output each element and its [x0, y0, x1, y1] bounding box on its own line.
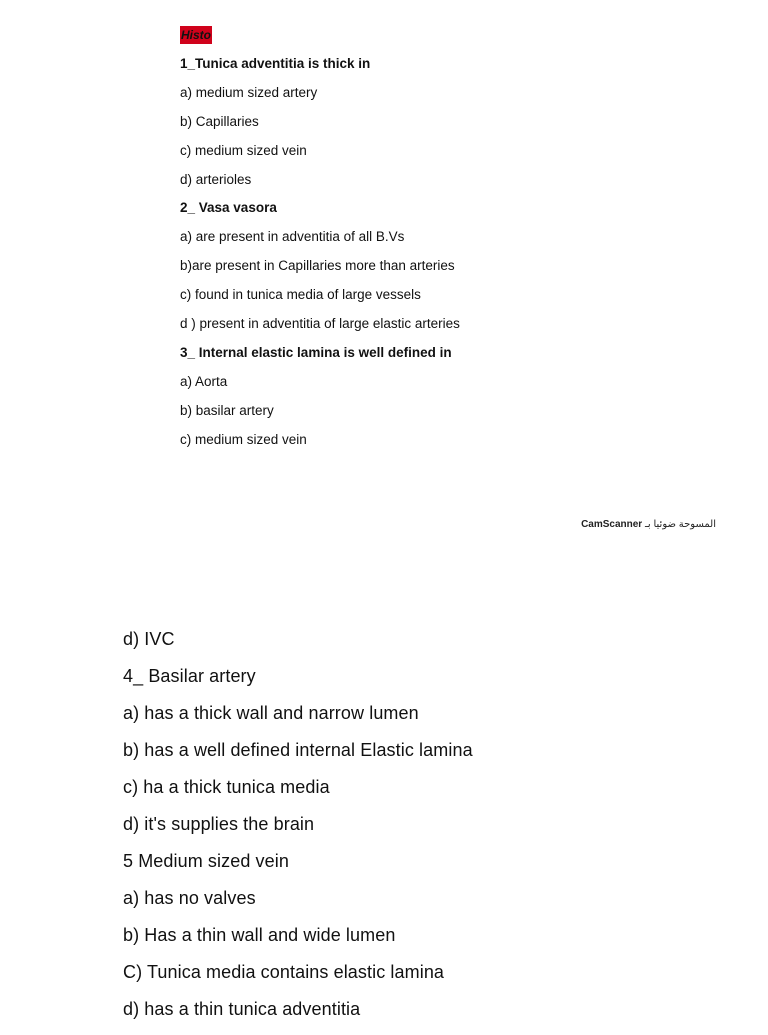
- question-3-option-b: b) basilar artery: [180, 402, 274, 418]
- camscanner-watermark: [581, 519, 716, 530]
- question-4-option-d: d) it's supplies the brain: [123, 814, 315, 834]
- watermark-arabic: المسوحة ضوئيا بـ: [644, 519, 716, 530]
- question-1-option-c: c) medium sized vein: [180, 142, 307, 158]
- question-1-option-a: a) medium sized artery: [180, 84, 318, 100]
- question-4-option-b: b) has a well defined internal Elastic lamina: [123, 740, 473, 760]
- question-5: 5 Medium sized vein: [123, 851, 289, 871]
- question-5-option-b: b) Has a thin wall and wide lumen: [123, 925, 396, 945]
- question-3-option-c: c) medium sized vein: [180, 431, 307, 447]
- question-2-option-c: c) found in tunica media of large vessels: [180, 287, 421, 303]
- page-title: Histo: [181, 28, 211, 42]
- question-4-option-a: a) has a thick wall and narrow lumen: [123, 703, 419, 723]
- question-4-option-c: c) ha a thick tunica media: [123, 777, 330, 797]
- question-3-option-a: a) Aorta: [180, 373, 228, 389]
- question-2-option-d: d ) present in adventitia of large elastic arteries: [180, 316, 460, 332]
- question-5-option-d: d) has a thin tunica adventitia: [123, 999, 361, 1019]
- question-2-option-b: b)are present in Capillaries more than arteries: [180, 258, 455, 274]
- question-1: 1_Tunica adventitia is thick in: [180, 56, 371, 71]
- question-3-option-d: d) IVC: [123, 629, 175, 649]
- question-4: 4_ Basilar artery: [123, 666, 256, 686]
- question-1-option-b: b) Capillaries: [180, 113, 259, 129]
- question-1-option-d: d) arterioles: [180, 171, 252, 187]
- question-2-option-a: a) are present in adventitia of all B.Vs: [180, 229, 405, 245]
- question-2: 2_ Vasa vasora: [180, 200, 277, 216]
- watermark-brand: CamScanner: [581, 519, 643, 530]
- question-5-option-a: a) has no valves: [123, 888, 256, 908]
- scan-page-bottom: [123, 628, 743, 1035]
- question-5-option-c: C) Tunica media contains elastic lamina: [123, 962, 445, 982]
- question-3: 3_ Internal elastic lamina is well defined in: [180, 344, 452, 360]
- scan-page-top: [180, 26, 740, 460]
